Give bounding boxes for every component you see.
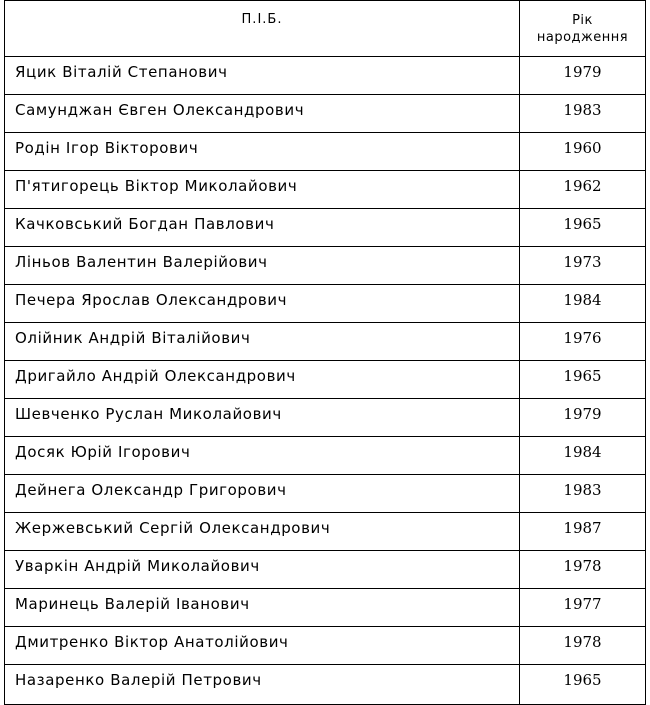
- name-cell: Досяк Юрій Ігорович: [5, 437, 520, 475]
- name-cell: Маринець Валерій Іванович: [5, 589, 520, 627]
- name-cell: Назаренко Валерій Петрович: [5, 665, 520, 705]
- year-cell: 1979: [520, 57, 646, 95]
- name-cell: Родін Ігор Вікторович: [5, 133, 520, 171]
- year-cell: 1983: [520, 95, 646, 133]
- table-row: [5, 209, 646, 247]
- name-cell: Уваркін Андрій Миколайович: [5, 551, 520, 589]
- header-birth-year-line1: Рік: [572, 12, 593, 28]
- year-cell: 1983: [520, 475, 646, 513]
- name-cell: Олійник Андрій Віталійович: [5, 323, 520, 361]
- name-cell: Шевченко Руслан Миколайович: [5, 399, 520, 437]
- header-birth-year: [520, 1, 646, 57]
- name-cell: Дригайло Андрій Олександрович: [5, 361, 520, 399]
- name-cell: Яцик Віталій Степанович: [5, 57, 520, 95]
- year-cell: 1973: [520, 247, 646, 285]
- table-row: [5, 399, 646, 437]
- name-cell: Дейнега Олександр Григорович: [5, 475, 520, 513]
- table-row: [5, 57, 646, 95]
- name-cell: Самунджан Євген Олександрович: [5, 95, 520, 133]
- table-row: [5, 323, 646, 361]
- table-row: [5, 171, 646, 209]
- year-cell: 1976: [520, 323, 646, 361]
- people-table: [4, 0, 646, 705]
- year-cell: 1965: [520, 665, 646, 705]
- name-cell: Качковський Богдан Павлович: [5, 209, 520, 247]
- name-cell: Ліньов Валентин Валерійович: [5, 247, 520, 285]
- table-row: [5, 551, 646, 589]
- table-header-row: [5, 1, 646, 57]
- name-cell: Жержевський Сергій Олександрович: [5, 513, 520, 551]
- table-row: [5, 475, 646, 513]
- year-cell: 1979: [520, 399, 646, 437]
- table-row: [5, 437, 646, 475]
- table-row: [5, 513, 646, 551]
- name-cell: Дмитренко Віктор Анатолійович: [5, 627, 520, 665]
- year-cell: 1960: [520, 133, 646, 171]
- year-cell: 1984: [520, 437, 646, 475]
- table-row: [5, 627, 646, 665]
- table-row: [5, 247, 646, 285]
- name-cell: Печера Ярослав Олександрович: [5, 285, 520, 323]
- year-cell: 1965: [520, 209, 646, 247]
- year-cell: 1984: [520, 285, 646, 323]
- table-row: [5, 95, 646, 133]
- table-row: [5, 285, 646, 323]
- year-cell: 1978: [520, 627, 646, 665]
- year-cell: 1978: [520, 551, 646, 589]
- name-cell: П'ятигорець Віктор Миколайович: [5, 171, 520, 209]
- header-birth-year-line2: народження: [536, 29, 629, 45]
- year-cell: 1965: [520, 361, 646, 399]
- table-row: [5, 665, 646, 705]
- year-cell: 1962: [520, 171, 646, 209]
- table-row: [5, 589, 646, 627]
- year-cell: 1987: [520, 513, 646, 551]
- header-full-name: П.І.Б.: [5, 1, 520, 57]
- table-row: [5, 133, 646, 171]
- table-row: [5, 361, 646, 399]
- year-cell: 1977: [520, 589, 646, 627]
